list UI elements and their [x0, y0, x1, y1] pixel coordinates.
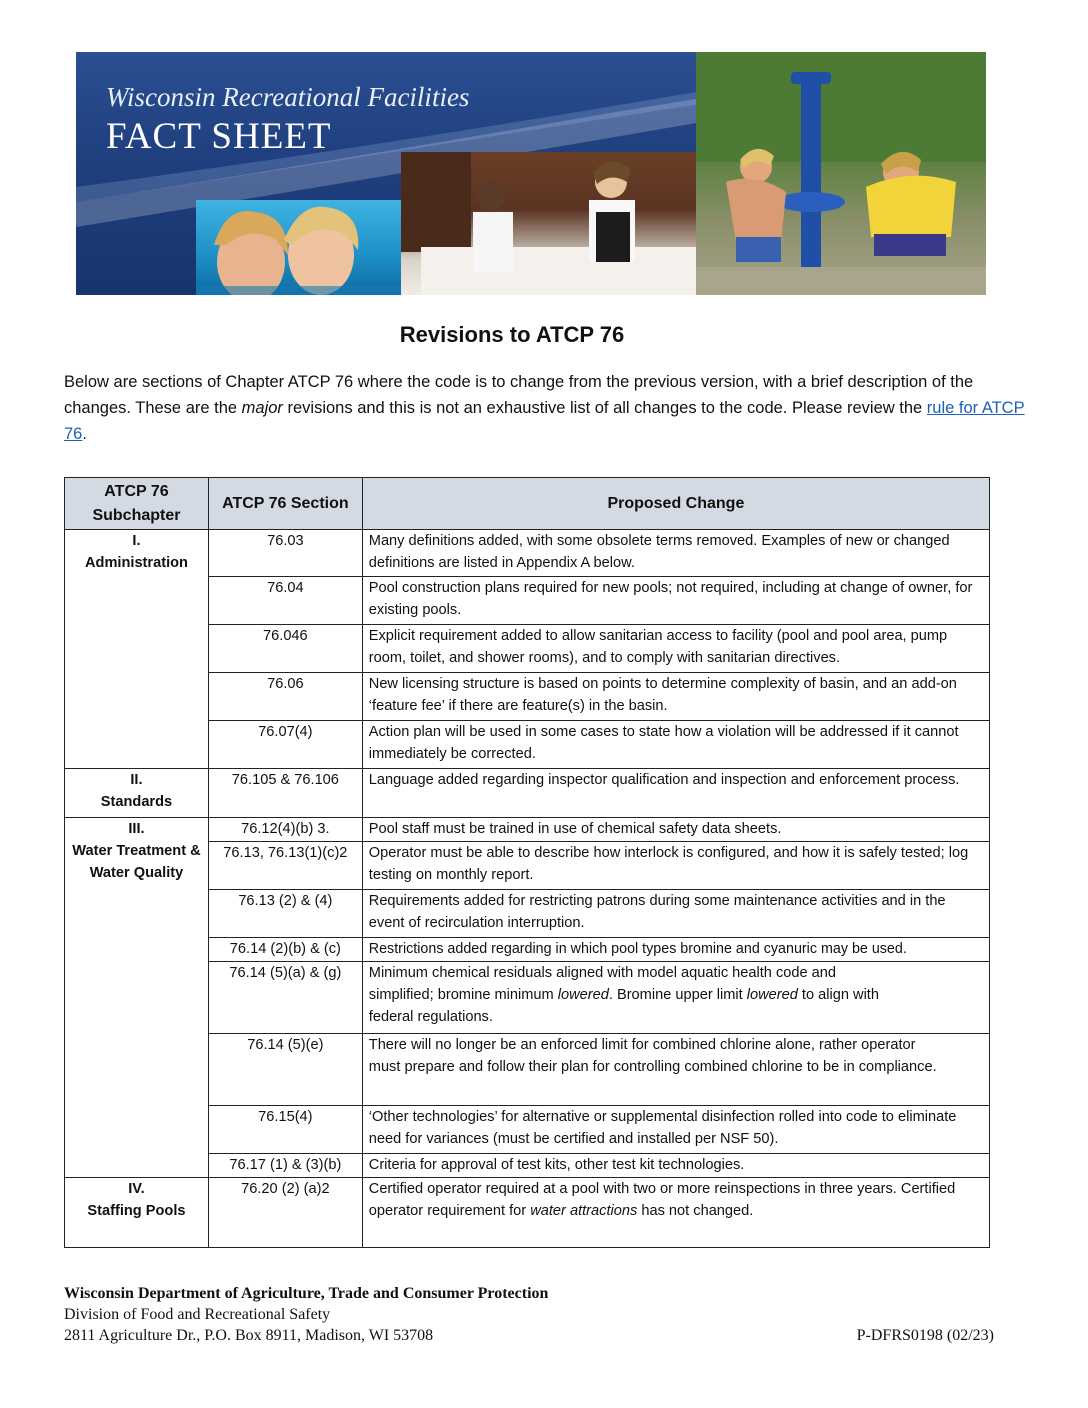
- banner-title-line2: FACT SHEET: [106, 116, 332, 157]
- revisions-table: [64, 477, 990, 1248]
- change-cell: [362, 1178, 989, 1248]
- subchapter-cell-iii: [65, 818, 209, 1178]
- change-cell: ‘Other technologies’ for alternative or supplemental disinfection rolled into code to eliminate need for variances (must be certified and installed per NSF 50).: [362, 1106, 989, 1154]
- header-section: ATCP 76 Section: [208, 478, 362, 530]
- section-cell: 76.105 & 76.106: [208, 769, 362, 818]
- change-text: has not changed.: [637, 1203, 754, 1219]
- intro-paragraph: [64, 369, 1032, 447]
- table-row: [65, 1178, 990, 1248]
- change-emphasis: lowered: [557, 987, 609, 1003]
- table-row: [65, 530, 990, 577]
- section-cell: 76.13, 76.13(1)(c)2: [208, 842, 362, 890]
- section-cell: 76.17 (1) & (3)(b): [208, 1154, 362, 1178]
- change-emphasis: water attractions: [530, 1203, 638, 1219]
- change-cell: Language added regarding inspector qualification and inspection and enforcement process.: [362, 769, 989, 818]
- table-row: [65, 818, 990, 842]
- subchapter-cell-iv: [65, 1178, 209, 1248]
- footer-organization: Wisconsin Department of Agriculture, Trade and Consumer Protection: [64, 1285, 549, 1302]
- footer-division: Division of Food and Recreational Safety: [64, 1306, 331, 1323]
- change-text: . Bromine upper limit: [608, 987, 747, 1003]
- subchapter-cell-ii: [65, 769, 209, 818]
- section-cell: 76.14 (2)(b) & (c): [208, 938, 362, 962]
- change-cell: Pool staff must be trained in use of chemical safety data sheets.: [362, 818, 989, 842]
- subchapter-numeral: IV.: [128, 1181, 145, 1197]
- change-emphasis: lowered: [746, 987, 798, 1003]
- change-cell: [362, 962, 989, 1034]
- subchapter-name: Water Treatment & Water Quality: [72, 843, 201, 881]
- photo-hotel-housekeeping: [401, 152, 696, 295]
- section-cell: 76.04: [208, 577, 362, 625]
- photo-children-in-pool: [196, 200, 406, 295]
- change-cell: There will no longer be an enforced limit for combined chlorine alone, rather operator must prepare and follow their plan for controlling combined chlorine to be in compliance.: [362, 1034, 989, 1106]
- intro-emphasis-major: major: [241, 399, 283, 417]
- change-cell: Explicit requirement added to allow sanitarian access to facility (pool and pool area, pump room, toilet, and shower rooms), and to comply with sanitarian directives.: [362, 625, 989, 673]
- change-cell: Criteria for approval of test kits, other test kit technologies.: [362, 1154, 989, 1178]
- header-subchapter: ATCP 76 Subchapter: [65, 478, 209, 530]
- change-text: Minimum chemical residuals aligned with model aquatic health code and simplified; bromine minimum: [368, 965, 837, 1003]
- section-cell: 76.13 (2) & (4): [208, 890, 362, 938]
- section-cell: 76.06: [208, 673, 362, 721]
- table-row: [65, 769, 990, 818]
- page-footer: [64, 1283, 994, 1346]
- footer-document-code: P-DFRS0198 (02/23): [856, 1327, 994, 1344]
- document-title: Revisions to ATCP 76: [399, 322, 625, 347]
- intro-text-end: .: [82, 425, 87, 443]
- section-cell: 76.12(4)(b) 3.: [208, 818, 362, 842]
- change-cell: Operator must be able to describe how interlock is configured, and how it is safely tested; log testing on monthly report.: [362, 842, 989, 890]
- subchapter-name: Standards: [100, 794, 173, 810]
- section-cell: 76.15(4): [208, 1106, 362, 1154]
- intro-text-part2: revisions and this is not an exhaustive list of all changes to the code. Please review the: [282, 399, 927, 417]
- change-text: Certified operator required at a pool with two or more reinspections in three years. Certified operator requirement for: [368, 1181, 956, 1219]
- rule-link[interactable]: rule for ATCP 76: [64, 399, 1025, 443]
- change-cell: Restrictions added regarding in which pool types bromine and cyanuric may be used.: [362, 938, 989, 962]
- section-cell: 76.03: [208, 530, 362, 577]
- change-cell: Requirements added for restricting patrons during some maintenance activities and in the event of recirculation interruption.: [362, 890, 989, 938]
- subchapter-cell-i: [65, 530, 209, 769]
- section-cell: 76.14 (5)(a) & (g): [208, 962, 362, 1034]
- banner-title-line1: Wisconsin Recreational Facilities: [106, 82, 470, 112]
- section-cell: 76.046: [208, 625, 362, 673]
- header-proposed-change: Proposed Change: [362, 478, 989, 530]
- section-cell: 76.14 (5)(e): [208, 1034, 362, 1106]
- subchapter-numeral: II.: [130, 772, 143, 788]
- table-header-row: [65, 478, 990, 530]
- change-cell: Pool construction plans required for new pools; not required, including at change of owner, for existing pools.: [362, 577, 989, 625]
- change-cell: New licensing structure is based on points to determine complexity of basin, and an add-on ‘feature fee’ if there are feature(s) in the basin.: [362, 673, 989, 721]
- subchapter-name: Staffing Pools: [87, 1203, 186, 1219]
- change-cell: Many definitions added, with some obsolete terms removed. Examples of new or changed definitions are listed in Appendix A below.: [362, 530, 989, 577]
- section-cell: 76.20 (2) (a)2: [208, 1178, 362, 1248]
- subchapter-name: Administration: [84, 555, 188, 571]
- section-cell: 76.07(4): [208, 721, 362, 769]
- change-text: to align with federal regulations.: [368, 987, 879, 1025]
- subchapter-numeral: III.: [128, 821, 145, 837]
- intro-text-part1: Below are sections of Chapter ATCP 76 where the code is to change from the previous version, with a brief description of the changes. These are the: [64, 373, 974, 417]
- subchapter-numeral: I.: [132, 533, 141, 549]
- photo-children-at-drinking-fountain: [696, 52, 986, 295]
- fact-sheet-banner: [76, 52, 986, 295]
- change-cell: Action plan will be used in some cases to state how a violation will be addressed if it cannot immediately be corrected.: [362, 721, 989, 769]
- footer-address: 2811 Agriculture Dr., P.O. Box 8911, Madison, WI 53708: [64, 1327, 434, 1344]
